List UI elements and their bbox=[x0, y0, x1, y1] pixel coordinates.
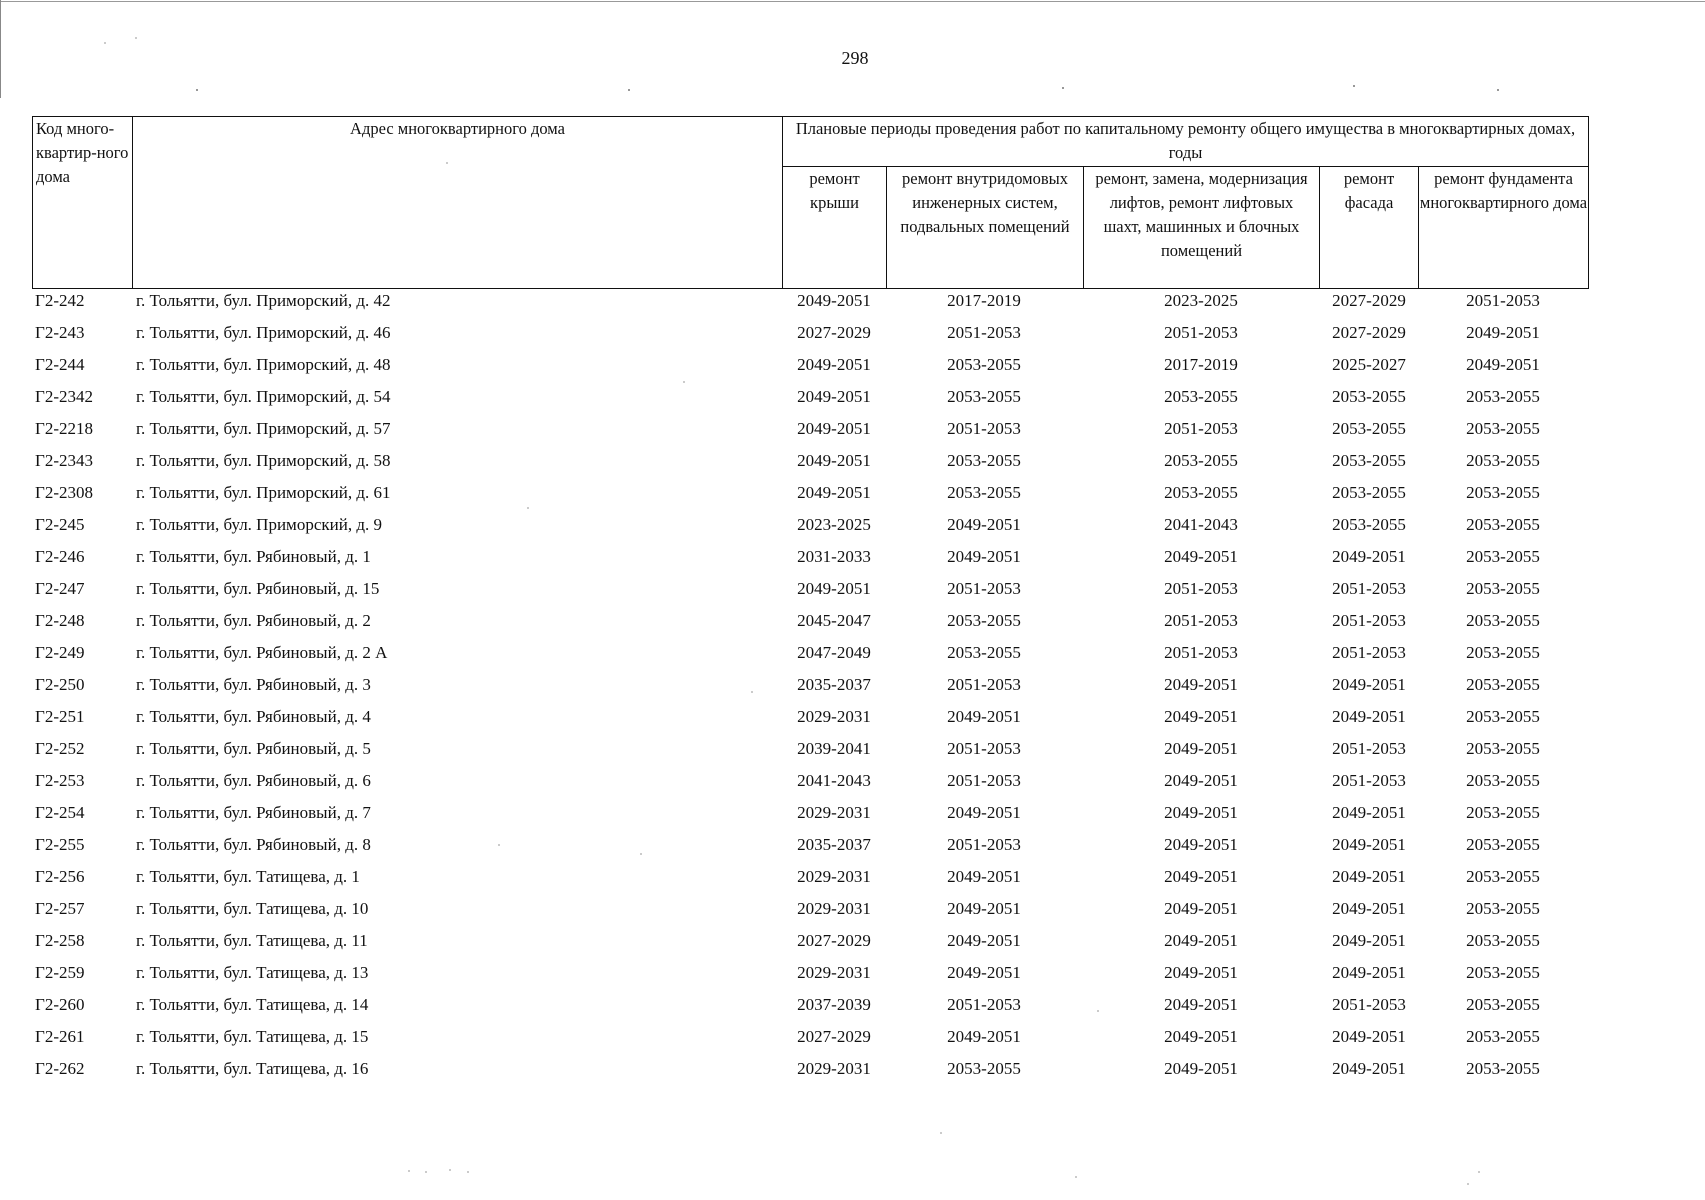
roof-repair-period: 2029-2031 bbox=[797, 803, 871, 822]
house-code: Г2-258 bbox=[35, 931, 85, 950]
scan-speck bbox=[135, 37, 137, 39]
facade-repair-period: 2027-2029 bbox=[1332, 323, 1406, 342]
engineering-systems-period: 2049-2051 bbox=[947, 803, 1021, 822]
roof-repair-period: 2027-2029 bbox=[797, 323, 871, 342]
facade-repair-period: 2051-2053 bbox=[1332, 995, 1406, 1014]
engineering-systems-period: 2051-2053 bbox=[947, 419, 1021, 438]
engineering-systems-period: 2051-2053 bbox=[947, 323, 1021, 342]
house-address: г. Тольятти, бул. Приморский, д. 58 bbox=[136, 451, 391, 470]
facade-repair-period: 2025-2027 bbox=[1332, 355, 1406, 374]
foundation-repair-period: 2051-2053 bbox=[1466, 291, 1540, 310]
lift-repair-period: 2053-2055 bbox=[1164, 387, 1238, 406]
roof-repair-period: 2047-2049 bbox=[797, 643, 871, 662]
scan-speck bbox=[1353, 85, 1355, 87]
table-header bbox=[32, 116, 1589, 289]
engineering-systems-period: 2049-2051 bbox=[947, 1027, 1021, 1046]
header-facade-repair: ремонт фасада bbox=[1320, 167, 1419, 289]
house-address: г. Тольятти, бул. Приморский, д. 48 bbox=[136, 355, 391, 374]
house-address: г. Тольятти, бул. Татищева, д. 10 bbox=[136, 899, 369, 918]
lift-repair-period: 2049-2051 bbox=[1164, 1059, 1238, 1078]
facade-repair-period: 2053-2055 bbox=[1332, 451, 1406, 470]
lift-repair-period: 2023-2025 bbox=[1164, 291, 1238, 310]
roof-repair-period: 2049-2051 bbox=[797, 355, 871, 374]
engineering-systems-period: 2051-2053 bbox=[947, 835, 1021, 854]
house-address: г. Тольятти, бул. Приморский, д. 9 bbox=[136, 515, 382, 534]
scan-speck bbox=[196, 89, 198, 91]
house-address: г. Тольятти, бул. Рябиновый, д. 2 bbox=[136, 611, 371, 630]
foundation-repair-period: 2053-2055 bbox=[1466, 451, 1540, 470]
facade-repair-period: 2049-2051 bbox=[1332, 1059, 1406, 1078]
roof-repair-period: 2031-2033 bbox=[797, 547, 871, 566]
lift-repair-period: 2049-2051 bbox=[1164, 995, 1238, 1014]
house-code: Г2-261 bbox=[35, 1027, 85, 1046]
scan-speck bbox=[1478, 1171, 1480, 1173]
facade-repair-period: 2049-2051 bbox=[1332, 803, 1406, 822]
lift-repair-period: 2049-2051 bbox=[1164, 675, 1238, 694]
lift-repair-period: 2049-2051 bbox=[1164, 867, 1238, 886]
house-code: Г2-245 bbox=[35, 515, 85, 534]
lift-repair-period: 2049-2051 bbox=[1164, 547, 1238, 566]
facade-repair-period: 2051-2053 bbox=[1332, 579, 1406, 598]
facade-repair-period: 2049-2051 bbox=[1332, 899, 1406, 918]
facade-repair-period: 2049-2051 bbox=[1332, 835, 1406, 854]
house-address: г. Тольятти, бул. Татищева, д. 13 bbox=[136, 963, 369, 982]
roof-repair-period: 2029-2031 bbox=[797, 867, 871, 886]
engineering-systems-period: 2053-2055 bbox=[947, 611, 1021, 630]
header-roof-repair: ремонт крыши bbox=[783, 167, 887, 289]
house-code: Г2-262 bbox=[35, 1059, 85, 1078]
roof-repair-period: 2027-2029 bbox=[797, 1027, 871, 1046]
foundation-repair-period: 2053-2055 bbox=[1466, 611, 1540, 630]
facade-repair-period: 2051-2053 bbox=[1332, 643, 1406, 662]
header-code: Код много-квартир-ного дома bbox=[33, 117, 133, 289]
engineering-systems-period: 2053-2055 bbox=[947, 1059, 1021, 1078]
foundation-repair-period: 2053-2055 bbox=[1466, 579, 1540, 598]
lift-repair-period: 2049-2051 bbox=[1164, 771, 1238, 790]
house-address: г. Тольятти, бул. Приморский, д. 46 bbox=[136, 323, 391, 342]
house-code: Г2-254 bbox=[35, 803, 85, 822]
house-address: г. Тольятти, бул. Рябиновый, д. 5 bbox=[136, 739, 371, 758]
house-code: Г2-246 bbox=[35, 547, 85, 566]
lift-repair-period: 2017-2019 bbox=[1164, 355, 1238, 374]
engineering-systems-period: 2049-2051 bbox=[947, 707, 1021, 726]
house-code: Г2-248 bbox=[35, 611, 85, 630]
engineering-systems-period: 2049-2051 bbox=[947, 547, 1021, 566]
foundation-repair-period: 2053-2055 bbox=[1466, 835, 1540, 854]
house-code: Г2-242 bbox=[35, 291, 85, 310]
scan-speck bbox=[449, 1169, 451, 1171]
foundation-repair-period: 2053-2055 bbox=[1466, 387, 1540, 406]
header-foundation-repair: ремонт фундамента многоквартирного дома bbox=[1419, 167, 1589, 289]
roof-repair-period: 2029-2031 bbox=[797, 707, 871, 726]
engineering-systems-period: 2051-2053 bbox=[947, 739, 1021, 758]
engineering-systems-period: 2053-2055 bbox=[947, 451, 1021, 470]
engineering-systems-period: 2049-2051 bbox=[947, 899, 1021, 918]
house-code: Г2-247 bbox=[35, 579, 85, 598]
foundation-repair-period: 2053-2055 bbox=[1466, 739, 1540, 758]
roof-repair-period: 2039-2041 bbox=[797, 739, 871, 758]
lift-repair-period: 2049-2051 bbox=[1164, 963, 1238, 982]
house-code: Г2-252 bbox=[35, 739, 85, 758]
facade-repair-period: 2049-2051 bbox=[1332, 547, 1406, 566]
facade-repair-period: 2049-2051 bbox=[1332, 867, 1406, 886]
facade-repair-period: 2049-2051 bbox=[1332, 931, 1406, 950]
scan-speck bbox=[940, 1132, 942, 1134]
house-address: г. Тольятти, бул. Татищева, д. 11 bbox=[136, 931, 368, 950]
foundation-repair-period: 2053-2055 bbox=[1466, 803, 1540, 822]
scan-speck bbox=[628, 89, 630, 91]
roof-repair-period: 2045-2047 bbox=[797, 611, 871, 630]
lift-repair-period: 2051-2053 bbox=[1164, 323, 1238, 342]
page-number: 298 bbox=[841, 48, 869, 68]
foundation-repair-period: 2053-2055 bbox=[1466, 771, 1540, 790]
facade-repair-period: 2053-2055 bbox=[1332, 515, 1406, 534]
foundation-repair-period: 2053-2055 bbox=[1466, 995, 1540, 1014]
scan-speck bbox=[498, 844, 500, 846]
facade-repair-period: 2051-2053 bbox=[1332, 739, 1406, 758]
scan-speck bbox=[640, 853, 642, 855]
facade-repair-period: 2049-2051 bbox=[1332, 675, 1406, 694]
house-code: Г2-244 bbox=[35, 355, 85, 374]
lift-repair-period: 2053-2055 bbox=[1164, 483, 1238, 502]
foundation-repair-period: 2053-2055 bbox=[1466, 707, 1540, 726]
scan-top-edge bbox=[0, 1, 1705, 2]
roof-repair-period: 2023-2025 bbox=[797, 515, 871, 534]
foundation-repair-period: 2049-2051 bbox=[1466, 355, 1540, 374]
roof-repair-period: 2029-2031 bbox=[797, 1059, 871, 1078]
facade-repair-period: 2027-2029 bbox=[1332, 291, 1406, 310]
house-code: Г2-256 bbox=[35, 867, 85, 886]
facade-repair-period: 2051-2053 bbox=[1332, 611, 1406, 630]
foundation-repair-period: 2053-2055 bbox=[1466, 675, 1540, 694]
house-address: г. Тольятти, бул. Татищева, д. 14 bbox=[136, 995, 369, 1014]
foundation-repair-period: 2053-2055 bbox=[1466, 899, 1540, 918]
house-address: г. Тольятти, бул. Рябиновый, д. 2 А bbox=[136, 643, 388, 662]
house-address: г. Тольятти, бул. Рябиновый, д. 15 bbox=[136, 579, 380, 598]
header-lift-repair: ремонт, замена, модернизация лифтов, ремонт лифтовых шахт, машинных и блочных помещений bbox=[1084, 167, 1320, 289]
house-code: Г2-2218 bbox=[35, 419, 93, 438]
foundation-repair-period: 2053-2055 bbox=[1466, 963, 1540, 982]
roof-repair-period: 2035-2037 bbox=[797, 835, 871, 854]
foundation-repair-period: 2053-2055 bbox=[1466, 867, 1540, 886]
foundation-repair-period: 2053-2055 bbox=[1466, 483, 1540, 502]
house-code: Г2-249 bbox=[35, 643, 85, 662]
scan-speck bbox=[1075, 1176, 1077, 1178]
facade-repair-period: 2053-2055 bbox=[1332, 419, 1406, 438]
foundation-repair-period: 2053-2055 bbox=[1466, 515, 1540, 534]
engineering-systems-period: 2053-2055 bbox=[947, 387, 1021, 406]
house-address: г. Тольятти, бул. Рябиновый, д. 8 bbox=[136, 835, 371, 854]
foundation-repair-period: 2053-2055 bbox=[1466, 643, 1540, 662]
facade-repair-period: 2053-2055 bbox=[1332, 483, 1406, 502]
house-address: г. Тольятти, бул. Приморский, д. 57 bbox=[136, 419, 391, 438]
roof-repair-period: 2049-2051 bbox=[797, 451, 871, 470]
roof-repair-period: 2049-2051 bbox=[797, 291, 871, 310]
scan-speck bbox=[408, 1170, 410, 1172]
engineering-systems-period: 2049-2051 bbox=[947, 515, 1021, 534]
lift-repair-period: 2041-2043 bbox=[1164, 515, 1238, 534]
roof-repair-period: 2037-2039 bbox=[797, 995, 871, 1014]
house-code: Г2-2343 bbox=[35, 451, 93, 470]
house-address: г. Тольятти, бул. Рябиновый, д. 7 bbox=[136, 803, 371, 822]
house-address: г. Тольятти, бул. Татищева, д. 15 bbox=[136, 1027, 369, 1046]
lift-repair-period: 2049-2051 bbox=[1164, 931, 1238, 950]
scan-speck bbox=[104, 42, 106, 44]
scan-speck bbox=[751, 691, 753, 693]
house-code: Г2-255 bbox=[35, 835, 85, 854]
lift-repair-period: 2049-2051 bbox=[1164, 739, 1238, 758]
roof-repair-period: 2041-2043 bbox=[797, 771, 871, 790]
scan-speck bbox=[1062, 87, 1064, 89]
lift-repair-period: 2049-2051 bbox=[1164, 899, 1238, 918]
house-address: г. Тольятти, бул. Татищева, д. 16 bbox=[136, 1059, 369, 1078]
scan-speck bbox=[1097, 1010, 1099, 1012]
scan-speck bbox=[1497, 89, 1499, 91]
house-address: г. Тольятти, бул. Приморский, д. 61 bbox=[136, 483, 391, 502]
lift-repair-period: 2051-2053 bbox=[1164, 579, 1238, 598]
house-code: Г2-243 bbox=[35, 323, 85, 342]
house-code: Г2-2342 bbox=[35, 387, 93, 406]
scan-speck bbox=[527, 507, 529, 509]
roof-repair-period: 2029-2031 bbox=[797, 963, 871, 982]
house-address: г. Тольятти, бул. Рябиновый, д. 1 bbox=[136, 547, 371, 566]
foundation-repair-period: 2053-2055 bbox=[1466, 1059, 1540, 1078]
house-address: г. Тольятти, бул. Рябиновый, д. 6 bbox=[136, 771, 371, 790]
foundation-repair-period: 2053-2055 bbox=[1466, 1027, 1540, 1046]
roof-repair-period: 2027-2029 bbox=[797, 931, 871, 950]
scan-speck bbox=[1467, 1183, 1469, 1185]
house-code: Г2-260 bbox=[35, 995, 85, 1014]
roof-repair-period: 2049-2051 bbox=[797, 579, 871, 598]
lift-repair-period: 2051-2053 bbox=[1164, 419, 1238, 438]
header-address: Адрес многоквартирного дома bbox=[133, 117, 783, 289]
engineering-systems-period: 2051-2053 bbox=[947, 675, 1021, 694]
header-periods: Плановые периоды проведения работ по капитальному ремонту общего имущества в многоквартирных домах, годы bbox=[783, 117, 1589, 167]
engineering-systems-period: 2051-2053 bbox=[947, 995, 1021, 1014]
roof-repair-period: 2049-2051 bbox=[797, 419, 871, 438]
house-address: г. Тольятти, бул. Рябиновый, д. 4 bbox=[136, 707, 371, 726]
lift-repair-period: 2049-2051 bbox=[1164, 803, 1238, 822]
engineering-systems-period: 2053-2055 bbox=[947, 355, 1021, 374]
house-code: Г2-257 bbox=[35, 899, 85, 918]
foundation-repair-period: 2049-2051 bbox=[1466, 323, 1540, 342]
house-address: г. Тольятти, бул. Приморский, д. 54 bbox=[136, 387, 391, 406]
lift-repair-period: 2049-2051 bbox=[1164, 707, 1238, 726]
lift-repair-period: 2049-2051 bbox=[1164, 835, 1238, 854]
scan-speck bbox=[683, 381, 685, 383]
lift-repair-period: 2053-2055 bbox=[1164, 451, 1238, 470]
engineering-systems-period: 2051-2053 bbox=[947, 771, 1021, 790]
facade-repair-period: 2049-2051 bbox=[1332, 707, 1406, 726]
engineering-systems-period: 2051-2053 bbox=[947, 579, 1021, 598]
facade-repair-period: 2049-2051 bbox=[1332, 1027, 1406, 1046]
house-code: Г2-2308 bbox=[35, 483, 93, 502]
engineering-systems-period: 2053-2055 bbox=[947, 483, 1021, 502]
lift-repair-period: 2051-2053 bbox=[1164, 643, 1238, 662]
house-code: Г2-251 bbox=[35, 707, 85, 726]
facade-repair-period: 2049-2051 bbox=[1332, 963, 1406, 982]
house-code: Г2-259 bbox=[35, 963, 85, 982]
roof-repair-period: 2035-2037 bbox=[797, 675, 871, 694]
scan-speck bbox=[425, 1171, 427, 1173]
engineering-systems-period: 2049-2051 bbox=[947, 931, 1021, 950]
house-code: Г2-253 bbox=[35, 771, 85, 790]
foundation-repair-period: 2053-2055 bbox=[1466, 547, 1540, 566]
house-address: г. Тольятти, бул. Татищева, д. 1 bbox=[136, 867, 360, 886]
engineering-systems-period: 2049-2051 bbox=[947, 963, 1021, 982]
header-engineering-systems: ремонт внутридомовых инженерных систем, подвальных помещений bbox=[887, 167, 1084, 289]
scan-speck bbox=[467, 1171, 469, 1173]
facade-repair-period: 2053-2055 bbox=[1332, 387, 1406, 406]
roof-repair-period: 2049-2051 bbox=[797, 387, 871, 406]
facade-repair-period: 2051-2053 bbox=[1332, 771, 1406, 790]
engineering-systems-period: 2049-2051 bbox=[947, 867, 1021, 886]
scan-left-edge bbox=[0, 0, 1, 98]
engineering-systems-period: 2017-2019 bbox=[947, 291, 1021, 310]
engineering-systems-period: 2053-2055 bbox=[947, 643, 1021, 662]
house-address: г. Тольятти, бул. Рябиновый, д. 3 bbox=[136, 675, 371, 694]
foundation-repair-period: 2053-2055 bbox=[1466, 931, 1540, 950]
roof-repair-period: 2029-2031 bbox=[797, 899, 871, 918]
lift-repair-period: 2051-2053 bbox=[1164, 611, 1238, 630]
house-address: г. Тольятти, бул. Приморский, д. 42 bbox=[136, 291, 391, 310]
roof-repair-period: 2049-2051 bbox=[797, 483, 871, 502]
house-code: Г2-250 bbox=[35, 675, 85, 694]
foundation-repair-period: 2053-2055 bbox=[1466, 419, 1540, 438]
lift-repair-period: 2049-2051 bbox=[1164, 1027, 1238, 1046]
